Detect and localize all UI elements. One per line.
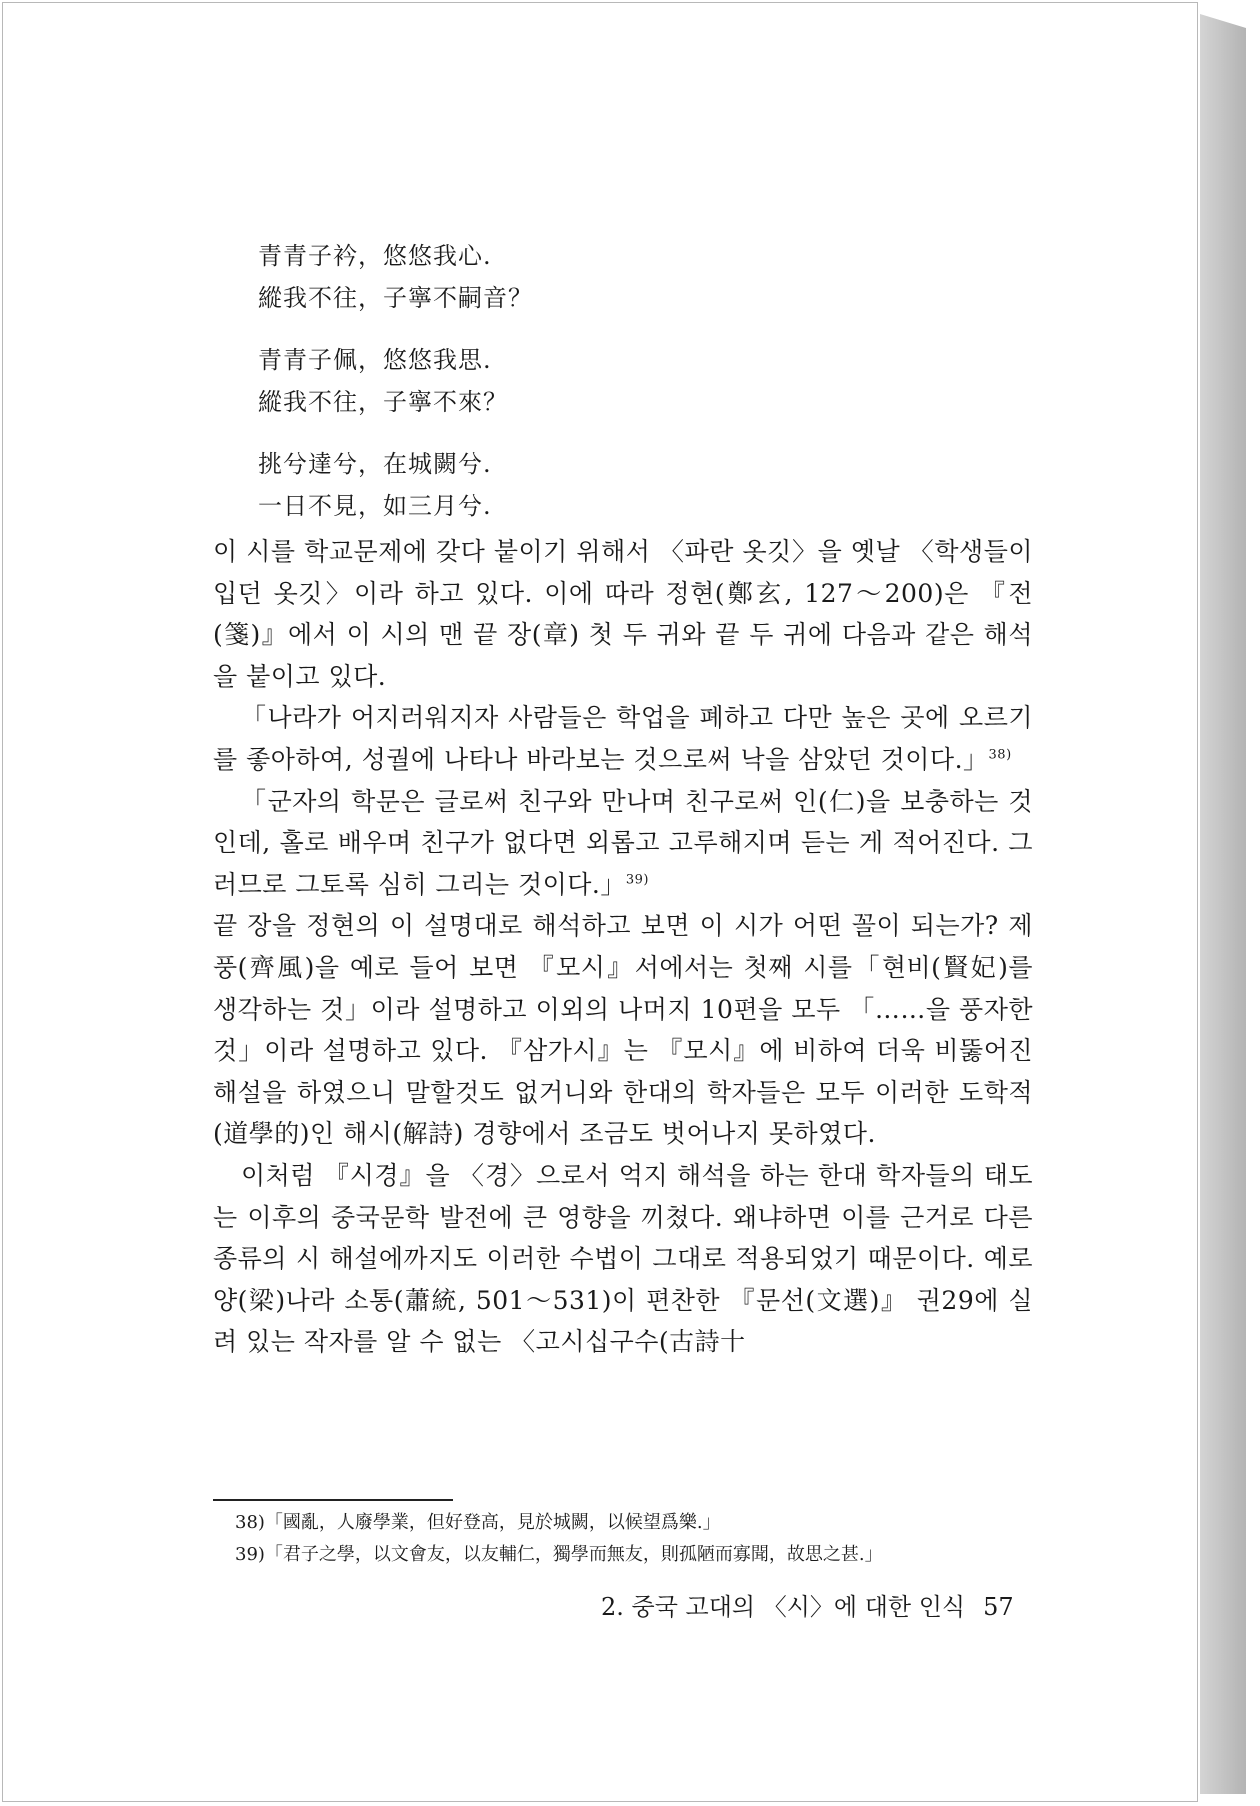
footnote-39: 39)「君子之學，以文會友，以友輔仁，獨學而無友，則孤陋而寡聞，故思之甚.」	[235, 1544, 883, 1565]
quotation-39	[213, 781, 1033, 906]
poem-quotation	[258, 235, 818, 547]
poem-line: 一日不見，如三月兮.	[258, 492, 492, 520]
footnote-divider	[213, 1499, 453, 1501]
body-text	[213, 531, 1033, 1363]
quotation-39-text: 「군자의 학문은 글로써 친구와 만나며 친구로써 인(仁)을 보충하는 것인데, 홀로 배우며 친구가 없다면 외롭고 고루해지며 듣는 게 적어진다. 그러므로 그토록 심히 그리는 것이다.」	[213, 786, 1033, 899]
poem-line: 縱我不往，子寧不來？	[258, 388, 508, 416]
footnote-ref-38: 38)	[988, 747, 1012, 763]
paragraph-4: 끝 장을 정현의 이 설명대로 해석하고 보면 이 시가 어떤 꼴이 되는가? 제풍(齊風)을 예로 들어 보면 『모시』서에서는 첫째 시를「현비(賢妃)를 생각하는 것」이라 설명하고 이외의 나머지 10편을 모두 「……을 풍자한 것」이라 설명하고 있다. 『삼가시』는 『모시』에 비하여 더욱 비뚫어진 해설을 하였으니 말할것도 없거니와 한대의 학자들은 모두 이러한 도학적(道學的)인 해시(解詩) 경향에서 조금도 벗어나지 못하였다.	[213, 911, 1033, 1149]
running-footer	[601, 1591, 1021, 1623]
book-page-edge	[1200, 14, 1246, 1794]
book-page	[2, 2, 1198, 1802]
footnote-38: 38)「國亂，人廢學業，但好登高，見於城闕，以候望爲樂.」	[235, 1512, 721, 1533]
page-number: 57	[983, 1593, 1014, 1621]
quotation-38-text: 「나라가 어지러워지자 사람들은 학업을 폐하고 다만 높은 곳에 오르기를 좋아하여, 성궐에 나타나 바라보는 것으로써 낙을 삼았던 것이다.」	[213, 703, 1033, 774]
poem-line: 縱我不往，子寧不嗣音？	[258, 284, 533, 312]
poem-line: 挑兮達兮，在城闕兮.	[258, 450, 492, 478]
chapter-title: 2. 중국 고대의 〈시〉에 대한 인식	[601, 1593, 966, 1621]
poem-line: 青青子衿，悠悠我心.	[258, 242, 492, 270]
paragraph-5: 이처럼 『시경』을 〈경〉으로서 억지 해석을 하는 한대 학자들의 태도는 이후의 중국문학 발전에 큰 영향을 끼쳤다. 왜냐하면 이를 근거로 다른 종류의 시 해설에까지도 이러한 수법이 그대로 적용되었기 때문이다. 예로 양(梁)나라 소통(蕭統, 501～531)이 편찬한 『문선(文選)』 권29에 실려 있는 작자를 알 수 없는 〈고시십구수(古詩十	[213, 1160, 1033, 1357]
poem-stanza-3	[258, 443, 818, 527]
poem-line: 青青子佩，悠悠我思.	[258, 346, 492, 374]
poem-stanza-1	[258, 235, 818, 319]
quotation-38	[213, 697, 1033, 780]
paragraph-1: 이 시를 학교문제에 갖다 붙이기 위해서 〈파란 옷깃〉을 옛날 〈학생들이 입던 옷깃〉이라 하고 있다. 이에 따라 정현(鄭玄, 127～200)은 『전(箋)』에서 이 시의 맨 끝 장(章) 첫 두 귀와 끝 두 귀에 다음과 같은 해석을 붙이고 있다.	[213, 537, 1033, 691]
footnotes	[235, 1507, 1035, 1571]
footnote-ref-39: 39)	[625, 872, 649, 888]
poem-stanza-2	[258, 339, 818, 423]
